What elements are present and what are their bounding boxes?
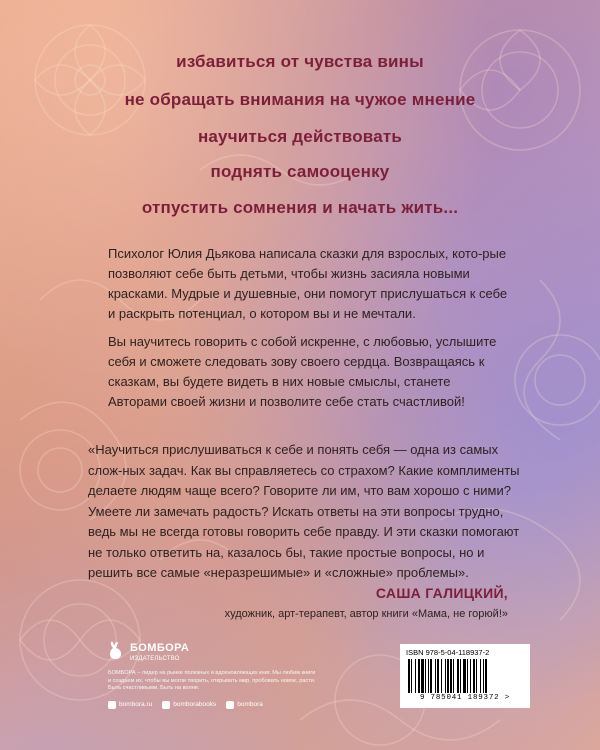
vk-icon	[162, 701, 170, 709]
social-website[interactable]: bombora.ru	[108, 701, 152, 709]
publisher-description: БОМБОРА – лидер на рынке полезных и вдохновляющих книг. Мы любим книги и создаем их, чтобы вы могли творить, открывать мир, пробовать новое, расти. Быть счастливыми. Быть на волне.	[108, 670, 316, 691]
publisher-subtitle: ИЗДАТЕЛЬСТВО	[130, 656, 180, 662]
quote-author-name: САША ГАЛИЦКИЙ,	[375, 585, 508, 601]
description-paragraph-1: Психолог Юлия Дьякова написала сказки для взрослых, кото-рые позволяют себе быть детьми, чтобы жизнь засияла новыми красками. Мудрые и душевные, они помогут прислушаться к себе и раскрыть потенциал, о котором вы и не мечтали.	[108, 246, 508, 321]
barcode-number: 9 785041 189372 >	[419, 694, 511, 702]
globe-icon	[108, 701, 116, 709]
social-telegram[interactable]: bombora	[226, 701, 263, 709]
publisher-name: БОМБОРА	[130, 642, 190, 654]
headline-act: научиться действовать	[197, 127, 403, 146]
barcode-bars	[406, 659, 524, 693]
publisher-socials	[108, 701, 318, 709]
quote-author-role: художник, арт-терапевт, автор книги «Мама, не горюй!»	[224, 608, 508, 620]
telegram-icon	[226, 701, 234, 709]
publisher-block	[108, 638, 318, 709]
social-vk[interactable]: bomborabooks	[162, 701, 216, 709]
headline-self-esteem: поднять самооценку	[210, 162, 390, 181]
review-quote: «Научиться прислушиваться к себе и понять себя — одна из самых слож-ных задач. Как вы справляетесь со страхом? Какие комплименты делаете людям чаще всего? Говорите ли им, что вам хорошо с ними? Умеете ли замечать радость? Искать ответы на эти вопросы трудно, ведь мы не всегда готовы говорить себе правду. И эти сказки помогают не только ответить на, казалось бы, такие простые вопросы, но и решить все самые «неразрешимые» и «сложные» проблемы».	[88, 442, 520, 580]
headline-guilt: избавиться от чувства вины	[176, 52, 424, 71]
description-paragraph-2: Вы научитесь говорить с собой искренне, с любовью, услышите себя и сможете следовать зову своего сердца. Возвращаясь к сказкам, вы будете видеть в них новые смыслы, станете Авторами своей жизни и позволите себе стать счастливой!	[108, 334, 497, 409]
publisher-rabbit-icon	[108, 640, 124, 660]
headline-others-opinion: не обращать внимания на чужое мнение	[124, 90, 476, 109]
headline-release-doubts: отпустить сомнения и начать жить...	[141, 198, 459, 217]
barcode	[400, 644, 530, 708]
isbn-label: ISBN 978-5-04-118937-2	[406, 648, 490, 657]
publisher-logo	[108, 638, 318, 662]
